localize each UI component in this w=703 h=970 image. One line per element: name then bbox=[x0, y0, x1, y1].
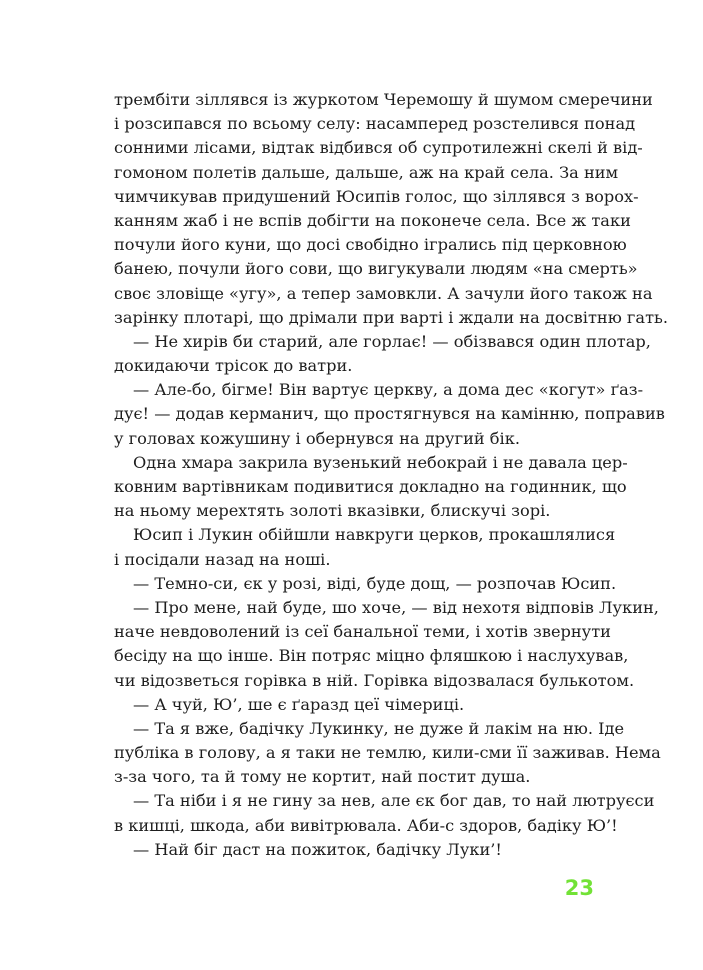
text-line: — Про мене, най буде, шо хоче, — від нехотя відповів Лукин, bbox=[133, 597, 659, 617]
text-line: гомоном полетів дальше, дальше, аж на край села. За ним bbox=[114, 162, 619, 182]
text-line: чимчикував придушений Юсипів голос, що зіллявся з ворох- bbox=[114, 186, 639, 206]
page-body bbox=[114, 88, 668, 862]
text-line: — Але-бо, бігме! Він вартує церкву, а дома дес «когут» ґаз- bbox=[133, 380, 644, 400]
text-line: на ньому мерехтять золоті вказівки, блискучі зорі. bbox=[114, 501, 551, 521]
text-line: ковним вартівникам подивитися докладно на годинник, що bbox=[114, 477, 627, 496]
text-line: банею, почули його сови, що вигукували людям «на смерть» bbox=[114, 259, 638, 279]
text-line: і посідали назад на ноші. bbox=[114, 549, 331, 569]
text-line: — А чуй, Ю’, ше є ґаразд цеї чімериці. bbox=[133, 694, 465, 714]
text-line: бесіду на що інше. Він потряс міцно фляшкою і наслухував, bbox=[114, 646, 629, 666]
text-line: дує! — додав керманич, що простягнувся на камінню, поправив bbox=[114, 404, 665, 424]
text-line: з-за чого, та й тому не кортит, най постит душа. bbox=[114, 767, 531, 787]
text-line: канням жаб і не вспів добігти на поконече села. Все ж таки bbox=[114, 210, 631, 230]
text-line: — Та я вже, бадічку Лукинку, не дуже й лакім на ню. Іде bbox=[133, 718, 625, 738]
text-line: Одна хмара закрила вузенький небокрай і не давала цер- bbox=[133, 452, 628, 472]
text-line: трембіти зіллявся із журкотом Черемошу й шумом смеречини bbox=[114, 90, 653, 109]
text-line: — Най біг даст на пожиток, бадічку Луки’! bbox=[133, 839, 502, 859]
text-line: публіка в голову, а я таки не темлю, кили-сми її заживав. Нема bbox=[114, 743, 661, 763]
text-line: в кишці, шкода, аби вивітрювала. Аби-с здоров, бадіку Ю’! bbox=[114, 815, 618, 835]
text-line: і розсипався по всьому селу: насамперед розстелився понад bbox=[114, 114, 636, 134]
text-line: у головах кожушину і обернувся на другий бік. bbox=[114, 428, 520, 448]
page-number: 23 bbox=[564, 876, 594, 900]
text-line: докидаючи трісок до ватри. bbox=[114, 356, 353, 376]
text-line: почули його куни, що досі свобідно ігрались під церковною bbox=[114, 235, 627, 255]
text-line: — Темно-си, єк у розі, віді, буде дощ, — розпочав Юсип. bbox=[133, 573, 617, 593]
text-line: своє зловіще «угу», а тепер замовкли. А зачули його також на bbox=[114, 283, 653, 303]
text-line: чи відозветься горівка в ній. Горівка відозвалася бульκотом. bbox=[114, 670, 635, 690]
text-line: сонними лісами, відтак відбився об супротилежні скелі й від- bbox=[114, 138, 643, 158]
text-line: — Та ніби і я не гину за нев, але єк бог дав, то най лютруєси bbox=[133, 791, 655, 811]
text-line: зарінку плотарі, що дрімали при варті і ждали на досвітню гать. bbox=[114, 307, 668, 327]
text-line: Юсип і Лукин обійшли навкруги церков, прокашлялися bbox=[133, 525, 616, 545]
text-line: — Не хирів би старий, але горлає! — обізвався один плотар, bbox=[133, 331, 651, 351]
text-line: наче невдоволений із сеї банальної теми, і хотів звернути bbox=[114, 622, 611, 642]
